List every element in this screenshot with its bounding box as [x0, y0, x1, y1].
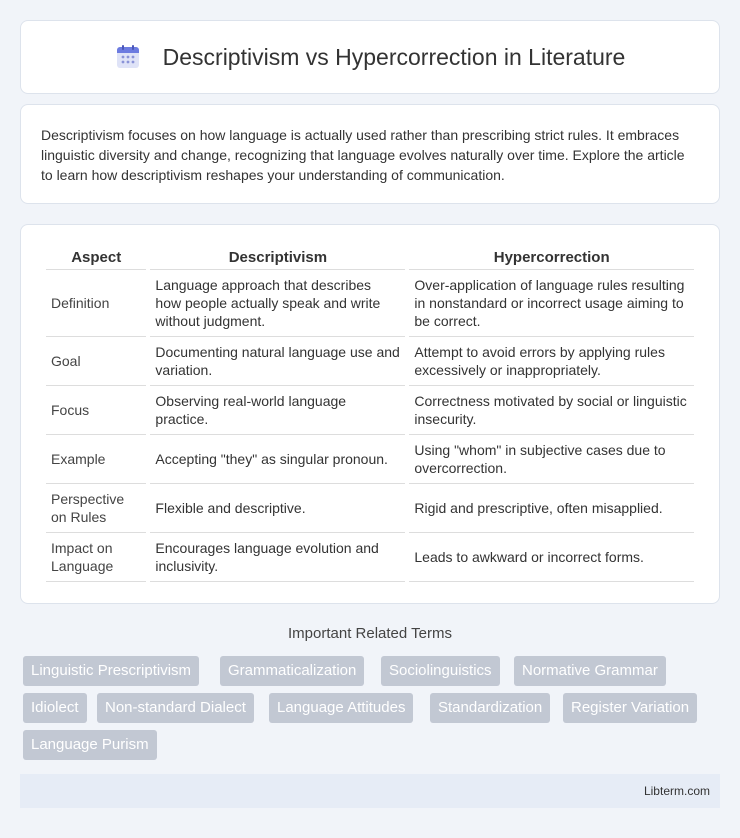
- table-cell-descriptivism: Flexible and descriptive.: [150, 484, 405, 533]
- table-cell-hypercorrection: Correctness motivated by social or linguistic insecurity.: [409, 386, 694, 435]
- table-cell-hypercorrection: Leads to awkward or incorrect forms.: [409, 533, 694, 582]
- table-cell-descriptivism: Language approach that describes how people actually speak and write without judgment.: [150, 270, 405, 337]
- table-cell-aspect: Impact on Language: [46, 533, 146, 582]
- table-cell-aspect: Perspective on Rules: [46, 484, 146, 533]
- table-row: [46, 337, 694, 386]
- tag-language-purism[interactable]: Language Purism: [23, 730, 157, 760]
- tag-standardization[interactable]: Standardization: [430, 693, 550, 723]
- header-hypercorrection: Hypercorrection: [409, 243, 694, 270]
- table-cell-aspect: Goal: [46, 337, 146, 386]
- table-row: [46, 435, 694, 484]
- page-title: Descriptivism vs Hypercorrection in Literature: [162, 43, 626, 70]
- tag-language-attitudes[interactable]: Language Attitudes: [269, 693, 413, 723]
- table-row: [46, 270, 694, 337]
- table-header-row: [46, 243, 694, 270]
- table-cell-descriptivism: Observing real-world language practice.: [150, 386, 405, 435]
- tag-normative-grammar[interactable]: Normative Grammar: [514, 656, 666, 686]
- table-cell-descriptivism: Accepting "they" as singular pronoun.: [150, 435, 405, 484]
- table-cell-hypercorrection: Rigid and prescriptive, often misapplied.: [409, 484, 694, 533]
- table-cell-hypercorrection: Attempt to avoid errors by applying rules excessively or inappropriately.: [409, 337, 694, 386]
- header-card: [20, 20, 720, 94]
- tag-sociolinguistics[interactable]: Sociolinguistics: [381, 656, 500, 686]
- table-cell-descriptivism: Documenting natural language use and variation.: [150, 337, 405, 386]
- table-cell-aspect: Definition: [46, 270, 146, 337]
- tag-register-variation[interactable]: Register Variation: [563, 693, 697, 723]
- tag-grammaticalization[interactable]: Grammaticalization: [220, 656, 364, 686]
- table-cell-aspect: Example: [46, 435, 146, 484]
- table-row: [46, 484, 694, 533]
- header-descriptivism: Descriptivism: [150, 243, 405, 270]
- table-cell-hypercorrection: Using "whom" in subjective cases due to overcorrection.: [409, 435, 694, 484]
- footer-site-link[interactable]: Libterm.com: [643, 784, 710, 798]
- header-aspect: Aspect: [46, 243, 146, 270]
- related-terms-title: Important Related Terms: [288, 625, 452, 642]
- intro-text: Descriptivism focuses on how language is actually used rather than prescribing strict rules. It embraces linguistic diversity and change, recognizing that language evolves naturally over time. Explore the article to learn how descriptivism reshapes your understanding of communication.: [41, 127, 685, 183]
- table-row: [46, 386, 694, 435]
- calendar-icon: [115, 44, 141, 70]
- table-cell-aspect: Focus: [46, 386, 146, 435]
- footer: [20, 774, 720, 808]
- table-cell-hypercorrection: Over-application of language rules resulting in nonstandard or incorrect usage aiming to be correct.: [409, 270, 694, 337]
- comparison-table-card: [20, 224, 720, 604]
- tag-linguistic-prescriptivism[interactable]: Linguistic Prescriptivism: [23, 656, 199, 686]
- comparison-table: [42, 243, 698, 582]
- table-cell-descriptivism: Encourages language evolution and inclusivity.: [150, 533, 405, 582]
- tag-idiolect[interactable]: Idiolect: [23, 693, 87, 723]
- table-row: [46, 533, 694, 582]
- intro-card: [20, 104, 720, 204]
- tag-non-standard-dialect[interactable]: Non-standard Dialect: [97, 693, 254, 723]
